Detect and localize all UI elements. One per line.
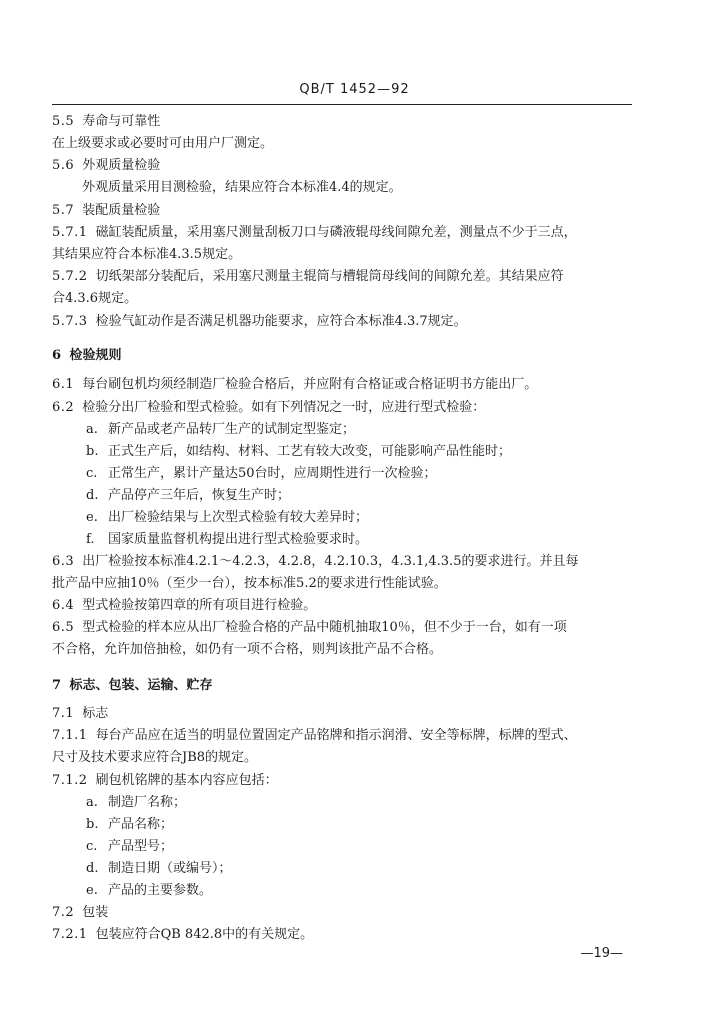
- paragraph-6-3-line-1: [52, 552, 578, 572]
- text: 切纸架部分装配后，采用塞尺测量主辊筒与槽辊筒母线间的间隙允差。其结果应符: [95, 269, 564, 284]
- paragraph-6-5-line-1: [52, 618, 567, 638]
- paragraph-5-7-1-line-2: 其结果应符合本标准4.3.5规定。: [52, 247, 242, 262]
- list-item: [86, 815, 173, 835]
- item-text: 制造日期（或编号）；: [108, 861, 232, 876]
- list-item: [86, 530, 368, 550]
- chapter-title: 检验规则: [69, 348, 122, 363]
- page-number: —19—: [580, 946, 623, 961]
- item-marker: d.: [86, 861, 99, 876]
- item-text: 新产品或老产品转厂生产的试制定型鉴定；: [108, 422, 356, 437]
- item-marker: a.: [86, 422, 98, 437]
- item-marker: e.: [86, 883, 98, 898]
- text: 磁缸装配质量，采用塞尺测量刮板刀口与磷液辊母线间隙允差，测量点不少于三点，: [95, 225, 577, 240]
- section-number: 7.2: [52, 905, 75, 920]
- list-item: [86, 464, 437, 484]
- list-item: [86, 486, 290, 506]
- item-marker: e.: [86, 510, 98, 525]
- item-text: 出厂检验结果与上次型式检验有较大差异时；: [108, 510, 369, 525]
- item-text: 正常生产，累计产量达50台时，应周期性进行一次检验；: [108, 466, 437, 481]
- section-number: 7.1: [52, 706, 75, 721]
- item-marker: d.: [86, 488, 99, 503]
- chapter-heading-7: [52, 676, 213, 696]
- text: 每台产品应在适当的明显位置固定产品铭牌和指示润滑、安全等标牌，标牌的型式、: [95, 728, 577, 743]
- paragraph-5-7-2-line-2: 合4.3.6规定。: [52, 291, 138, 306]
- section-title: 标志: [82, 706, 109, 721]
- list-item: [86, 793, 186, 813]
- section-number: 6.5: [52, 620, 75, 635]
- section-heading-5-5: [52, 112, 160, 132]
- item-text: 产品的主要参数。: [108, 883, 213, 898]
- text: 刷包机铭牌的基本内容应包括：: [95, 773, 278, 788]
- section-number: 7.1.1: [52, 728, 88, 743]
- section-heading-5-6: [52, 156, 160, 176]
- chapter-heading-6: [52, 346, 122, 366]
- text: 型式检验按第四章的所有项目进行检验。: [82, 598, 317, 613]
- section-heading-7-2: [52, 903, 108, 923]
- section-title: 寿命与可靠性: [82, 114, 161, 129]
- item-marker: a.: [86, 795, 98, 810]
- text: 出厂检验按本标准4.2.1～4.2.3，4.2.8，4.2.10.3，4.3.1,4.3.5的要求进行。并且每: [82, 554, 579, 569]
- text: 型式检验的样本应从出厂检验合格的产品中随机抽取10％，但不少于一台，如有一项: [82, 620, 567, 635]
- item-text: 国家质量监督机构提出进行型式检验要求时。: [108, 532, 369, 547]
- section-number: 5.7: [52, 203, 75, 218]
- paragraph-7-1-2: [52, 771, 278, 791]
- paragraph-5-5: 在上级要求或必要时可由用户厂测定。: [52, 136, 274, 151]
- text: 包装应符合QB 842.8中的有关规定。: [95, 927, 314, 942]
- item-marker: c.: [86, 466, 98, 481]
- text: 每台刷包机均须经制造厂检验合格后，并应附有合格证或合格证明书方能出厂。: [82, 377, 538, 392]
- item-marker: f.: [86, 532, 95, 547]
- list-item: [86, 859, 232, 879]
- section-number: 6.3: [52, 554, 75, 569]
- section-number: 5.6: [52, 158, 75, 173]
- list-item: [86, 420, 355, 440]
- section-heading-7-1: [52, 704, 108, 724]
- chapter-number: 7: [52, 678, 62, 693]
- text: 检验分出厂检验和型式检验。如有下列情况之一时，应进行型式检验：: [82, 400, 486, 415]
- section-title: 外观质量检验: [82, 158, 161, 173]
- item-text: 正式生产后，如结构、材料、工艺有较大改变，可能影响产品性能时；: [108, 444, 512, 459]
- list-item: [86, 837, 173, 857]
- section-number: 6.4: [52, 598, 75, 613]
- chapter-number: 6: [52, 348, 62, 363]
- section-number: 7.2.1: [52, 927, 88, 942]
- paragraph-7-1-1-line-2: 尺寸及技术要求应符合JB8的规定。: [52, 750, 258, 765]
- paragraph-5-7-1-line-1: [52, 223, 577, 243]
- list-item: [86, 508, 368, 528]
- section-number: 5.7.3: [52, 314, 88, 329]
- item-marker: b.: [86, 817, 99, 832]
- section-title: 包装: [82, 905, 109, 920]
- item-text: 产品名称；: [108, 817, 174, 832]
- paragraph-6-5-line-2: 不合格，允许加倍抽检，如仍有一项不合格，则判该批产品不合格。: [52, 642, 443, 657]
- paragraph-6-4: [52, 596, 316, 616]
- item-text: 制造厂名称；: [108, 795, 187, 810]
- section-number: 5.7.2: [52, 269, 88, 284]
- paragraph-5-7-2-line-1: [52, 267, 564, 287]
- paragraph-5-6: 外观质量采用目测检验，结果应符合本标准4.4的规定。: [82, 180, 402, 195]
- paragraph-7-2-1: [52, 925, 313, 945]
- item-marker: b.: [86, 444, 99, 459]
- chapter-title: 标志、包装、运输、贮存: [69, 678, 213, 693]
- list-item: [86, 881, 212, 901]
- section-number: 5.5: [52, 114, 75, 129]
- paragraph-6-1: [52, 375, 537, 395]
- section-number: 7.1.2: [52, 773, 88, 788]
- header-rule: [52, 104, 632, 105]
- text: 检验气缸动作是否满足机器功能要求，应符合本标准4.3.7规定。: [95, 314, 467, 329]
- item-text: 产品停产三年后，恢复生产时；: [108, 488, 291, 503]
- item-text: 产品型号；: [108, 839, 174, 854]
- section-number: 5.7.1: [52, 225, 88, 240]
- paragraph-6-3-line-2: 批产品中应抽10％（至少一台），按本标准5.2的要求进行性能试验。: [52, 576, 447, 591]
- paragraph-6-2: [52, 398, 485, 418]
- paragraph-5-7-3: [52, 312, 467, 332]
- paragraph-7-1-1-line-1: [52, 726, 577, 746]
- section-heading-5-7: [52, 201, 160, 221]
- list-item: [86, 442, 511, 462]
- item-marker: c.: [86, 839, 98, 854]
- standard-code-header: QB/T 1452—92: [299, 82, 410, 97]
- section-number: 6.2: [52, 400, 75, 415]
- section-title: 装配质量检验: [82, 203, 161, 218]
- section-number: 6.1: [52, 377, 75, 392]
